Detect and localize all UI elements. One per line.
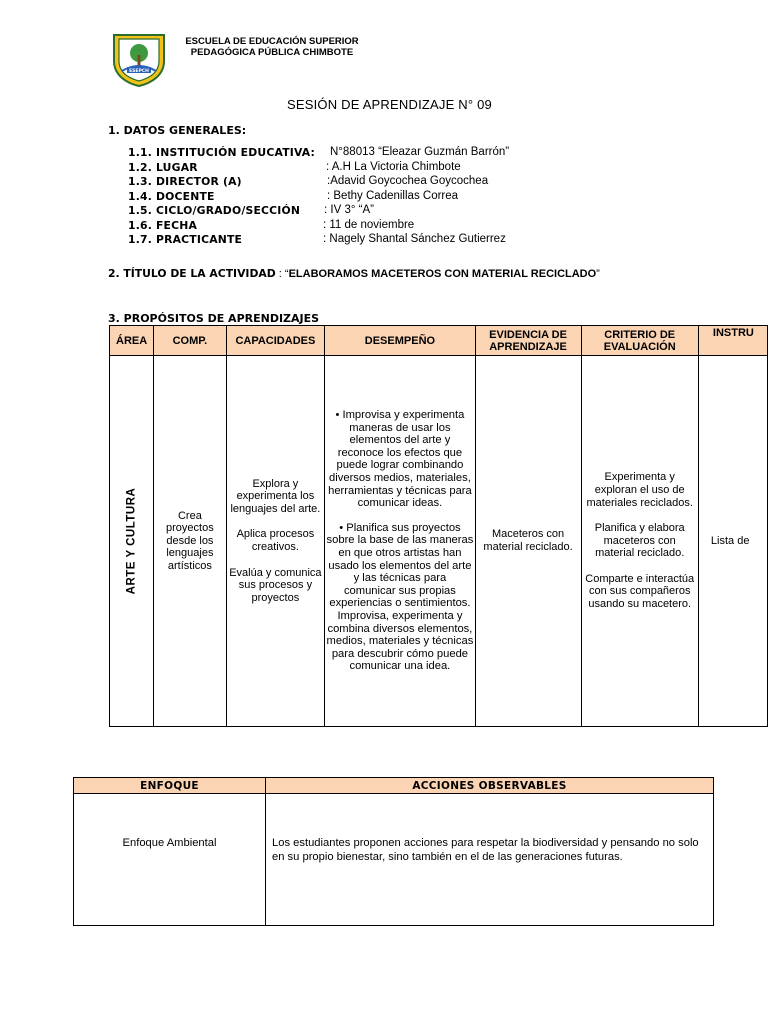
- evidencia-text: Maceteros con material reciclado.: [483, 528, 573, 553]
- enfoque-table: [73, 777, 714, 926]
- col-enfoque: ENFOQUE: [74, 778, 266, 794]
- table-row: [110, 356, 768, 727]
- school-name: [172, 36, 372, 58]
- dato-label: 1.4. DOCENTE: [128, 189, 215, 203]
- desempeno-item: • Planifica sus proyectos sobre la base de las maneras en que otros artistas han usado los elementos del arte y las técnicas para comunicar sus propias experiencias o sentimientos. Improvisa, experimenta y combina diversos elementos, medios, materiales y técnicas para descubrir cómo puede comunicar una idea.: [326, 521, 474, 673]
- cell-instrumento: [698, 356, 767, 727]
- col-acciones: ACCIONES OBSERVABLES: [266, 778, 714, 794]
- instrumento-text: Lista de: [710, 534, 750, 547]
- propositos-header-row: [110, 326, 768, 356]
- titulo-actividad: [108, 267, 600, 280]
- col-area: ÁREA: [110, 326, 154, 356]
- titulo-actividad-title: ELABORAMOS MACETEROS CON MATERIAL RECICLADO: [288, 268, 597, 280]
- propositos-table: [109, 325, 768, 727]
- cell-desempeno: [325, 356, 475, 727]
- session-title: SESIÓN DE APRENDIZAJE N° 09: [287, 97, 492, 112]
- dato-label: 1.1. INSTITUCIÓN EDUCATIVA:: [128, 146, 316, 159]
- dato-label: 1.5. CICLO/GRADO/SECCIÓN: [128, 204, 301, 217]
- titulo-actividad-close: ”: [596, 268, 600, 280]
- cell-evidencia: [475, 356, 581, 727]
- cell-area: [110, 356, 154, 727]
- dato-label: 1.6. FECHA: [128, 218, 198, 232]
- dato-value: : Bethy Cadenillas Correa: [327, 189, 459, 202]
- col-instrumento: INSTRU: [698, 326, 767, 356]
- area-label: ARTE Y CULTURA: [125, 487, 138, 595]
- acciones-cell: Los estudiantes proponen acciones para respetar la biodiversidad y pensando no solo en su propio bienestar, sino también en el de las generaciones futuras.: [266, 794, 714, 926]
- titulo-actividad-sep: : “: [278, 268, 289, 280]
- enfoque-cell: Enfoque Ambiental: [74, 794, 266, 926]
- cell-capacidades: [226, 356, 325, 727]
- dato-value: : IV 3° “A”: [324, 204, 374, 216]
- criterio-item: Experimenta y exploran el uso de materiales reciclados.: [586, 471, 693, 509]
- logo-text: ESEPCH: [129, 69, 149, 74]
- capacidad-item: Explora y experimenta los lenguajes del arte.: [230, 477, 321, 515]
- comp-text: Crea proyectos desde los lenguajes artísticos: [166, 509, 214, 572]
- school-name-line2: PEDAGÓGICA PÚBLICA CHIMBOTE: [190, 47, 354, 58]
- col-evidencia: EVIDENCIA DE APRENDIZAJE: [475, 326, 581, 356]
- dato-value: :Adavid Goycochea Goycochea: [327, 175, 489, 187]
- school-logo: [110, 31, 168, 87]
- desempeno-item: • Improvisa y experimenta maneras de usar los elementos del arte y reconoce los efectos que puede lograr combinando diversos medios, materiales, herramientas y técnicas para comunicar ideas.: [328, 409, 472, 510]
- capacidad-item: Aplica procesos creativos.: [236, 528, 315, 553]
- dato-label: 1.7. PRACTICANTE: [128, 233, 243, 246]
- dato-value: : 11 de noviembre: [323, 218, 415, 231]
- capacidad-item: Evalúa y comunica sus procesos y proyectos: [229, 566, 322, 604]
- col-capacidades: CAPACIDADES: [226, 326, 325, 356]
- col-criterio: CRITERIO DE EVALUACIÓN: [581, 326, 698, 356]
- criterio-item: Planifica y elabora maceteros con material reciclado.: [594, 522, 685, 560]
- dato-label: 1.2. LUGAR: [128, 160, 198, 174]
- school-name-line1: ESCUELA DE EDUCACIÓN SUPERIOR: [185, 36, 359, 47]
- dato-value: N°88013 “Eleazar Guzmán Barrón”: [330, 146, 510, 158]
- col-comp: COMP.: [154, 326, 226, 356]
- titulo-actividad-label: 2. TÍTULO DE LA ACTIVIDAD: [108, 267, 276, 280]
- datos-generales-heading: 1. DATOS GENERALES:: [108, 124, 247, 137]
- table-row: [74, 794, 714, 926]
- cell-criterio: [581, 356, 698, 727]
- enfoque-header-row: [74, 778, 714, 794]
- col-desempeno: DESEMPEÑO: [325, 326, 475, 356]
- dato-label: 1.3. DIRECTOR (A): [128, 175, 242, 188]
- criterio-item: Comparte e interactúa con sus compañeros usando su macetero.: [585, 572, 695, 611]
- dato-value: : A.H La Victoria Chimbote: [326, 160, 461, 173]
- propositos-heading: 3. PROPÓSITOS DE APRENDIZAJES: [108, 312, 320, 325]
- dato-value: : Nagely Shantal Sánchez Gutierrez: [323, 233, 506, 245]
- cell-comp: [154, 356, 226, 727]
